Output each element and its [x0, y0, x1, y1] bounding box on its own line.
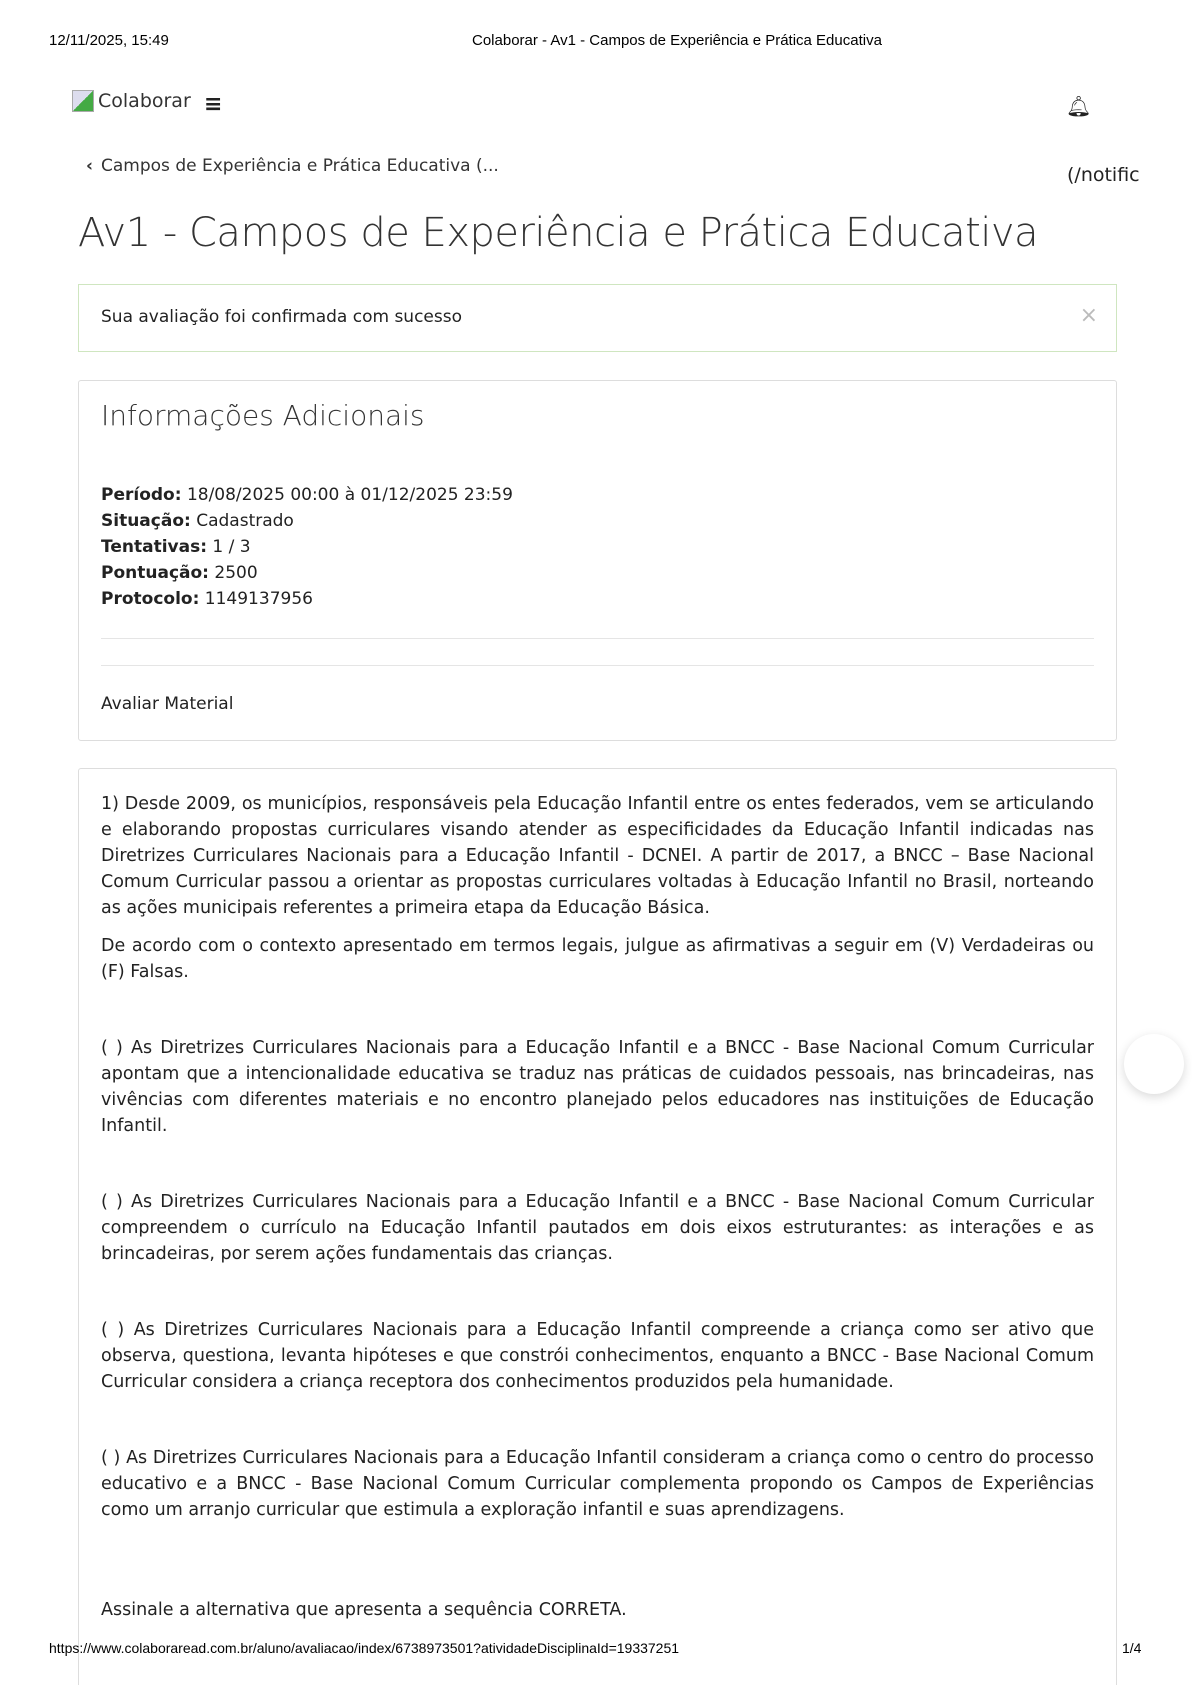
question-intro: 1) Desde 2009, os municípios, responsáveis pela Educação Infantil entre os entes federados, vem se articulando e elaborando propostas curriculares visando atender as especificidades da Educação Infantil indicadas nas Diretrizes Curriculares Nacionais para a Educação Infantil - DCNEI. A partir de 2017, a BNCC – Base Nacional Comum Curricular passou a orientar as propostas curriculares voltadas à Educação Infantil no Brasil, norteando as ações municipais referentes a primeira etapa da Educação Básica.: [101, 794, 1094, 918]
divider: [101, 638, 1094, 639]
field-value: Cadastrado: [196, 511, 294, 531]
info-fields: [101, 482, 1094, 612]
chevron-left-icon: ‹: [86, 156, 94, 176]
info-field: [101, 586, 1094, 612]
field-value: 2500: [214, 563, 258, 583]
logo-alt-text: Colaborar: [98, 90, 191, 112]
info-heading: Informações Adicionais: [101, 399, 425, 432]
field-value: 1 / 3: [212, 537, 251, 557]
alert-message: Sua avaliação foi confirmada com sucesso: [101, 307, 463, 327]
statement: ( ) As Diretrizes Curriculares Nacionais para a Educação Infantil compreende a criança como ser ativo que observa, questiona, levanta hipóteses e que constrói conhecimentos, enquanto a BNCC - Base Nacional Comum Curricular considera a criança receptora dos conhecimentos produzidos pela humanidade.: [101, 1320, 1094, 1392]
question-instruction: De acordo com o contexto apresentado em termos legais, julgue as afirmativas a seguir em (V) Verdadeiras ou (F) Falsas.: [101, 936, 1094, 982]
info-field: [101, 560, 1094, 586]
broken-image-icon: [72, 90, 94, 112]
question-card: [78, 768, 1117, 1685]
success-alert: [78, 284, 1117, 352]
field-label: Situação:: [101, 511, 191, 531]
question-prompt: Assinale a alternativa que apresenta a sequência CORRETA.: [101, 1600, 627, 1620]
notifications-link[interactable]: (/notific: [1067, 164, 1140, 186]
field-label: Período:: [101, 485, 182, 505]
print-url: https://www.colaboraread.com.br/aluno/avaliacao/index/6738973501?atividadeDisciplinaId=19337251: [49, 1640, 680, 1656]
close-icon[interactable]: ×: [1079, 303, 1098, 328]
hamburger-menu-icon[interactable]: ≡: [204, 92, 223, 117]
floating-help-button[interactable]: [1124, 1034, 1184, 1094]
breadcrumb[interactable]: [86, 156, 499, 176]
field-value: 18/08/2025 00:00 à 01/12/2025 23:59: [186, 485, 513, 505]
info-field: [101, 508, 1094, 534]
info-card: [78, 380, 1117, 741]
logo-link[interactable]: [72, 90, 191, 112]
field-label: Pontuação:: [101, 563, 209, 583]
statement: ( ) As Diretrizes Curriculares Nacionais para a Educação Infantil e a BNCC - Base Nacional Comum Curricular compreendem o currículo na Educação Infantil pautados em dois eixos estruturantes: as interações e as brincadeiras, por serem ações fundamentais das crianças.: [101, 1192, 1094, 1264]
print-page-number: 1/4: [1122, 1640, 1142, 1656]
print-datetime: 12/11/2025, 15:49: [49, 32, 169, 49]
print-page-title: Colaborar - Av1 - Campos de Experiência e Prática Educativa: [472, 32, 882, 49]
field-value: 1149137956: [204, 589, 313, 609]
rate-material-link[interactable]: Avaliar Material: [101, 694, 234, 714]
breadcrumb-label: Campos de Experiência e Prática Educativa (...: [101, 156, 499, 176]
field-label: Tentativas:: [101, 537, 207, 557]
statement: ( ) As Diretrizes Curriculares Nacionais para a Educação Infantil e a BNCC - Base Nacional Comum Curricular apontam que a intencionalidade educativa se traduz nas práticas de cuidados pessoais, nas brincadeiras, nas vivências com diferentes materiais e no encontro planejado pelos educadores nas instituições de Educação Infantil.: [101, 1038, 1094, 1136]
divider: [101, 665, 1094, 666]
page-title: Av1 - Campos de Experiência e Prática Educativa: [78, 210, 1039, 256]
statement: ( ) As Diretrizes Curriculares Nacionais para a Educação Infantil consideram a criança como o centro do processo educativo e a BNCC - Base Nacional Comum Curricular complementa propondo os Campos de Experiências como um arranjo curricular que estimula a exploração infantil e suas aprendizagens.: [101, 1448, 1094, 1520]
field-label: Protocolo:: [101, 589, 200, 609]
info-field: [101, 482, 1094, 508]
info-field: [101, 534, 1094, 560]
bell-icon[interactable]: 🔔︎: [1066, 94, 1092, 118]
